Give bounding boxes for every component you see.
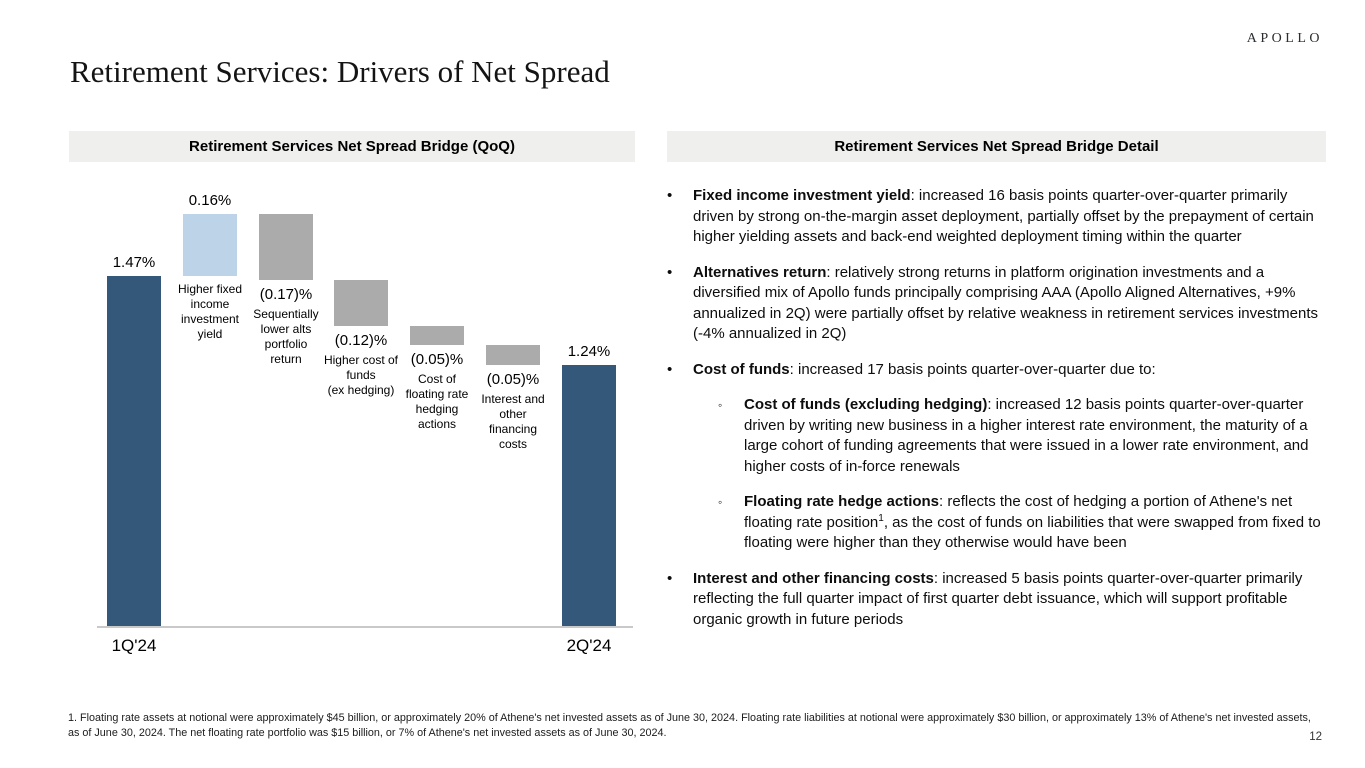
bullet-text: Interest and other financing costs: increased 5 basis points quarter-over-quarter primarily reflecting the full quarter impact of first quarter debt issuance, which will support profitable organic growth in future periods — [693, 569, 1303, 628]
sub-bullet-marker: ◦ — [718, 398, 723, 412]
footnote: 1. Floating rate assets at notional were approximately $45 billion, or approximately 20% of Athene's net invested assets as of June 30, 2024. Floating rate liabilities at notional were approximately $30 billion, or approximately 13% of Athene's net invested assets, as of June 30, 2024. The net floating rate portfolio was $15 billion, or 7% of Athene's net invested assets as of June 30, 2024. — [68, 712, 1311, 739]
bullet-text: Floating rate hedge actions: reflects the cost of hedging a portion of Athene's net floating rate position$^1$, as the cost of funds on liabilities that were swapped from fixed to floating were higher than they otherwise would have been — [744, 493, 1321, 551]
bar-higher-fixed-income-investment-yield — [183, 214, 237, 276]
bullet-item-1 — [667, 263, 1329, 345]
apollo-logo: APOLLO — [1246, 31, 1323, 46]
bullet-marker: • — [667, 187, 673, 204]
x-axis-label-2q-24: 2Q'24 — [566, 636, 612, 655]
bar-value-cost-of-floating-rate-hedging-actions: (0.05)% — [410, 351, 464, 369]
bullet-item-2 — [667, 360, 1329, 381]
bullet-item-4 — [667, 492, 1329, 554]
bar-label-interest-and-other-financing-costs: Interest and other financing costs — [481, 391, 545, 451]
bar-sequentially-lower-alts-portfolio-return — [259, 214, 313, 279]
bar-label-higher-fixed-income-investment-yield: Higher fixed income investment yield — [177, 282, 243, 341]
page-number: 12 — [1309, 731, 1322, 743]
bar-value-interest-and-other-financing-costs: (0.05)% — [486, 370, 540, 388]
bar-value-higher-cost-of-funds-ex-hedging: (0.12)% — [334, 332, 388, 350]
bar-higher-cost-of-funds-ex-hedging — [334, 280, 388, 326]
bullet-item-0 — [667, 186, 1329, 248]
bar-value-higher-fixed-income-investment-yield: 0.16% — [188, 192, 232, 210]
bar-label-higher-cost-of-funds-ex-hedging: Higher cost of funds (ex hedging) — [323, 353, 399, 398]
page-title: Retirement Services: Drivers of Net Spread — [70, 54, 610, 89]
bar-value-sequentially-lower-alts-portfolio-return: (0.17)% — [259, 285, 313, 303]
bullet-text: Alternatives return: relatively strong returns in platform origination investments and a diversified mix of Apollo funds principally comprising AAA (Apollo Aligned Alternatives, +9% annualized in 2Q) were partially offset by relative weakness in retirement services investments (-4% annualized in 2Q) — [693, 263, 1319, 342]
detail-bullets — [667, 186, 1329, 645]
detail-panel-header: Retirement Services Net Spread Bridge Detail — [667, 131, 1326, 162]
chart-panel-header: Retirement Services Net Spread Bridge (QoQ) — [69, 131, 635, 162]
bullet-item-5 — [667, 569, 1329, 631]
bullet-text: Cost of funds: increased 17 basis points quarter-over-quarter due to: — [693, 360, 1156, 378]
bullet-text: Fixed income investment yield: increased 16 basis points quarter-over-quarter primarily driven by strong on-the-margin asset deployment, partially offset by the prepayment of certain higher yielding assets and back-end weighted deployment timing within the quarter — [693, 187, 1314, 245]
bullet-item-3 — [667, 395, 1329, 477]
bar-label-sequentially-lower-alts-portfolio-return: Sequentially lower alts portfolio return — [253, 306, 319, 366]
bar-2q-24 — [562, 365, 616, 626]
bullet-marker: • — [667, 569, 673, 587]
bar-label-cost-of-floating-rate-hedging-actions: Cost of floating rate hedging actions — [405, 372, 469, 432]
bar-cost-of-floating-rate-hedging-actions — [410, 326, 464, 345]
bar-value-2q-24: 1.24% — [567, 342, 611, 360]
bullet-text: Cost of funds (excluding hedging): increased 12 basis points quarter-over-quarter driven by writing new business in a higher interest rate environment, the maturity of a large cohort of funding agreements that were issued in a lower rate environment, and higher costs of in-force renewals — [744, 396, 1309, 475]
bar-value-1q-24: 1.47% — [112, 254, 156, 271]
bullet-marker: • — [667, 360, 673, 378]
bar-1q-24 — [107, 276, 161, 626]
x-axis-line — [97, 626, 633, 628]
bar-interest-and-other-financing-costs — [486, 345, 540, 364]
x-axis-label-1q-24: 1Q'24 — [111, 636, 157, 655]
waterfall-chart — [69, 162, 635, 672]
sub-bullet-marker: ◦ — [718, 495, 723, 509]
bullet-marker: • — [667, 263, 673, 281]
